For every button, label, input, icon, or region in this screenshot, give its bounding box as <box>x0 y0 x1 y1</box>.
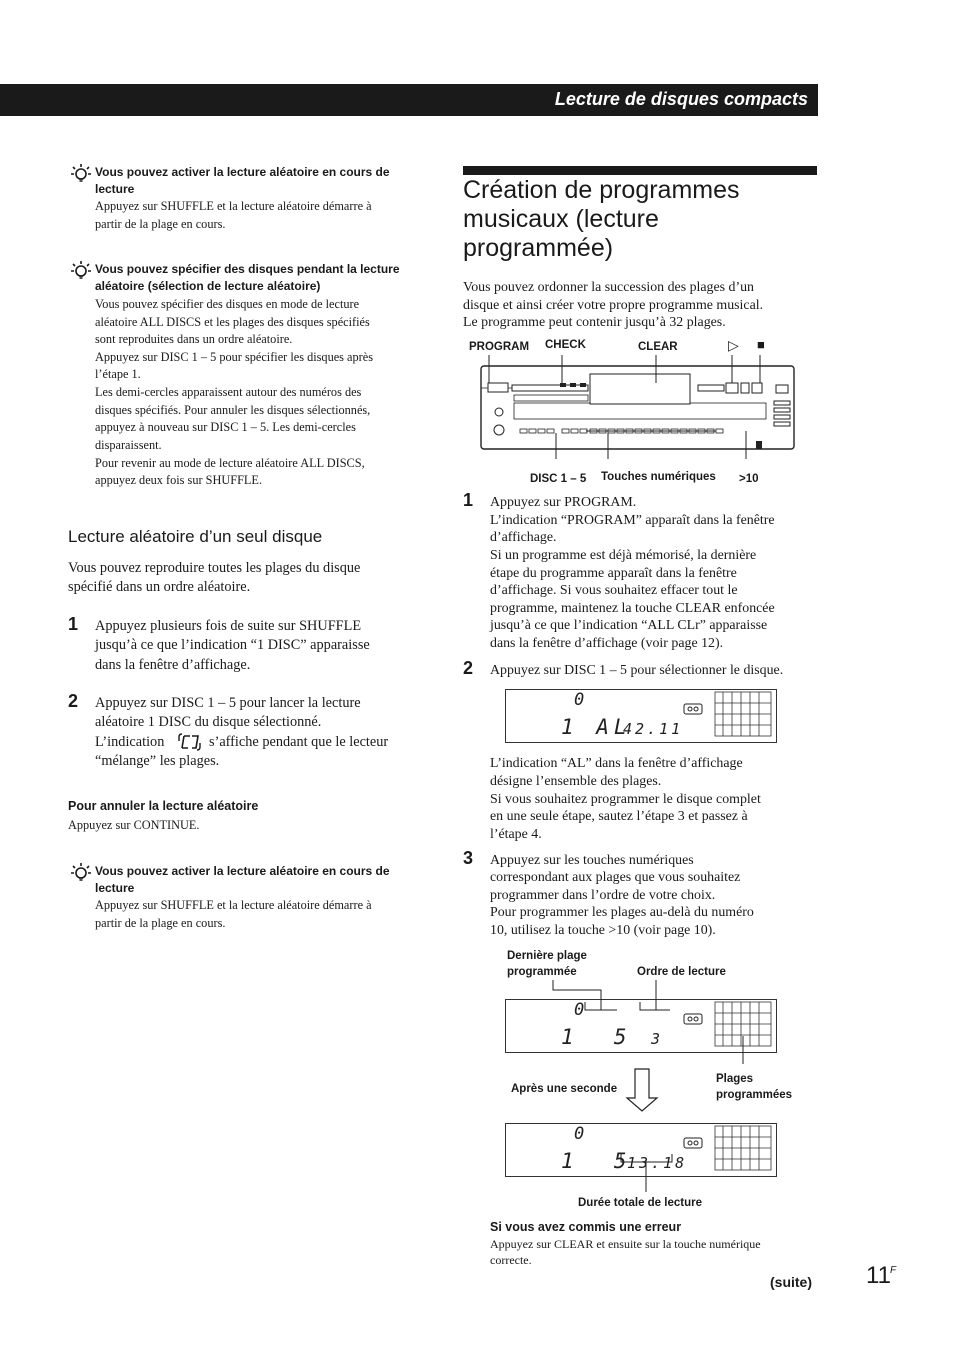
step-line: Si vous souhaitez programmer le disque complet <box>490 792 761 807</box>
step-line: Appuyez sur DISC 1 – 5 pour lancer la lecture <box>95 695 361 711</box>
disc-indicator: 0 <box>574 1000 585 1020</box>
page-title-line: Création de programmes <box>463 176 740 204</box>
disc-label: DISC 1 – 5 <box>530 473 587 485</box>
step-number: 1 <box>463 490 474 510</box>
last-track-label: Dernière plage programmée <box>507 950 587 978</box>
after-second-label: Après une seconde <box>511 1083 618 1095</box>
lightbulb-icon <box>70 260 92 282</box>
lightbulb-icon <box>70 163 92 185</box>
display-main: 1 AL <box>561 715 632 739</box>
tip-text-line: Les demi-cercles apparaissent autour des numéros des <box>95 385 362 399</box>
step-line: étape du programme apparaît dans la fenêtre <box>490 566 737 581</box>
stop-icon: ■ <box>757 337 765 352</box>
step-line: programmer dans l’ordre de votre choix. <box>490 888 716 903</box>
cancel-text: Appuyez sur CONTINUE. <box>68 818 200 832</box>
tip-text-line: partir de la plage en cours. <box>95 916 226 930</box>
intro-line: spécifié dans un ordre aléatoire. <box>68 579 251 595</box>
tip-text-line: Pour revenir au mode de lecture aléatoire ALL DISCS, <box>95 456 365 470</box>
step-line: Pour programmer les plages au-delà du numéro <box>490 905 754 920</box>
tip-text-line: disques spécifiés. Pour annuler les disques sélectionnés, <box>95 403 371 417</box>
step-line: L’indication “PROGRAM” apparaît dans la fenêtre <box>490 513 775 528</box>
tip-title: Vous pouvez activer la lecture aléatoire en cours de lecture <box>95 165 390 196</box>
step-line: d’affichage. <box>490 530 557 545</box>
tip-text-line: Appuyez sur SHUFFLE et la lecture aléatoire démarre à <box>95 898 372 912</box>
step-line: dans la fenêtre d’affichage (voir page 12). <box>490 636 724 651</box>
display-time: 13.18 <box>627 1154 688 1172</box>
continued-label: (suite) <box>770 1274 812 1290</box>
tip-title: Vous pouvez spécifier des disques pendant la lecture aléatoire (sélection de lecture aléatoire) <box>95 262 400 293</box>
step-line: l’étape 4. <box>490 827 542 842</box>
step-number: 1 <box>68 614 79 634</box>
tip-text-line: l’étape 1. <box>95 367 141 381</box>
display-time: 42.11 <box>623 720 684 738</box>
subheading: Lecture aléatoire d’un seul disque <box>68 527 323 546</box>
display-figure-graphics <box>500 680 800 1210</box>
page-language-suffix: F <box>890 1265 897 1276</box>
tip-text-line: appuyez à nouveau sur DISC 1 – 5. Les demi-cercles <box>95 420 356 434</box>
step-line: Si un programme est déjà mémorisé, la dernière <box>490 548 757 563</box>
step-number: 2 <box>68 691 79 711</box>
intro-line: Vous pouvez reproduire toutes les plages du disque <box>68 560 361 576</box>
step-number: 2 <box>463 658 474 678</box>
play-icon: ▷ <box>728 337 739 353</box>
play-order-label: Ordre de lecture <box>637 966 726 978</box>
step-line: jusqu’à ce que l’indication “1 DISC” apparaisse <box>95 637 370 653</box>
numeric-keys-label: Touches numériques <box>601 471 716 483</box>
intro-line: disque et ainsi créer votre propre programme musical. <box>463 298 764 313</box>
cancel-title: Pour annuler la lecture aléatoire <box>68 799 259 813</box>
error-line: Appuyez sur CLEAR et ensuite sur la touche numérique <box>490 1237 761 1251</box>
tip-text-line: disparaissent. <box>95 438 162 452</box>
tip-text-line: Appuyez sur DISC 1 – 5 pour spécifier les disques après <box>95 350 373 364</box>
clear-label: CLEAR <box>638 341 678 353</box>
step-line: d’affichage. Si vous souhaitez effacer tout le <box>490 583 738 598</box>
display-step: 3 <box>651 1030 661 1048</box>
programmed-tracks-label: Plages programmées <box>716 1073 793 1101</box>
heading-rule <box>463 166 817 175</box>
intro-line: Vous pouvez ordonner la succession des plages d’un <box>463 280 754 295</box>
error-line: correcte. <box>490 1253 532 1267</box>
intro-line: Le programme peut contenir jusqu’à 32 plages. <box>463 315 726 330</box>
step-line: L’indication <box>95 734 165 750</box>
tip-text-line: Appuyez sur SHUFFLE et la lecture aléatoire démarre à <box>95 199 372 213</box>
tip-text-line: sont reproduites dans un ordre aléatoire. <box>95 332 293 346</box>
program-label: PROGRAM <box>469 341 530 353</box>
display-main: 1 5 <box>561 1149 632 1173</box>
step-line: s’affiche pendant que le lecteur <box>209 734 389 750</box>
total-time-label: Durée totale de lecture <box>578 1197 702 1209</box>
step-line: 10, utilisez la touche >10 (voir page 10). <box>490 923 716 938</box>
disc-indicator: 0 <box>574 1124 585 1144</box>
step-line: aléatoire 1 DISC du disque sélectionné. <box>95 714 322 730</box>
step-line: Appuyez sur DISC 1 – 5 pour sélectionner le disque. <box>490 663 784 678</box>
section-title: Lecture de disques compacts <box>554 89 808 109</box>
step-line: correspondant aux plages que vous souhaitez <box>490 870 741 885</box>
section-header-bar <box>0 84 818 116</box>
step-line: L’indication “AL” dans la fenêtre d’affichage <box>490 756 743 771</box>
tip-title: Vous pouvez activer la lecture aléatoire en cours de lecture <box>95 864 390 895</box>
page-number: 11 <box>866 1262 891 1289</box>
tip-text-line: appuyez deux fois sur SHUFFLE. <box>95 473 263 487</box>
tip-text-line: aléatoire ALL DISCS et les plages des disques spécifiés <box>95 315 370 329</box>
tip-text-line: partir de la plage en cours. <box>95 217 226 231</box>
page-title <box>463 176 823 263</box>
step-line: “mélange” les plages. <box>95 753 220 769</box>
step-line: programme, maintenez la touche CLEAR enfoncée <box>490 601 775 616</box>
over10-label: >10 <box>739 473 759 485</box>
step-line: jusqu’à ce que l’indication “ALL CLr” apparaisse <box>490 618 768 633</box>
shuffle-indicator-icon <box>176 731 206 753</box>
tip-text-line: Vous pouvez spécifier des disques en mode de lecture <box>95 297 360 311</box>
step-number: 3 <box>463 848 474 868</box>
page-title-line: musicaux (lecture <box>463 205 659 233</box>
check-label: CHECK <box>545 339 586 351</box>
page-title-line: programmée) <box>463 234 614 262</box>
disc-indicator: 0 <box>574 690 585 710</box>
step-line: en une seule étape, sautez l’étape 3 et passez à <box>490 809 748 824</box>
cd-player-illustration <box>480 355 796 463</box>
lightbulb-icon <box>70 862 92 884</box>
display-main: 1 5 <box>561 1025 632 1049</box>
step-line: désigne l’ensemble des plages. <box>490 774 662 789</box>
step-line: Appuyez sur PROGRAM. <box>490 495 637 510</box>
error-title: Si vous avez commis une erreur <box>490 1220 682 1234</box>
step-line: Appuyez plusieurs fois de suite sur SHUFFLE <box>95 618 362 634</box>
step-line: dans la fenêtre d’affichage. <box>95 657 251 673</box>
step-line: Appuyez sur les touches numériques <box>490 853 694 868</box>
